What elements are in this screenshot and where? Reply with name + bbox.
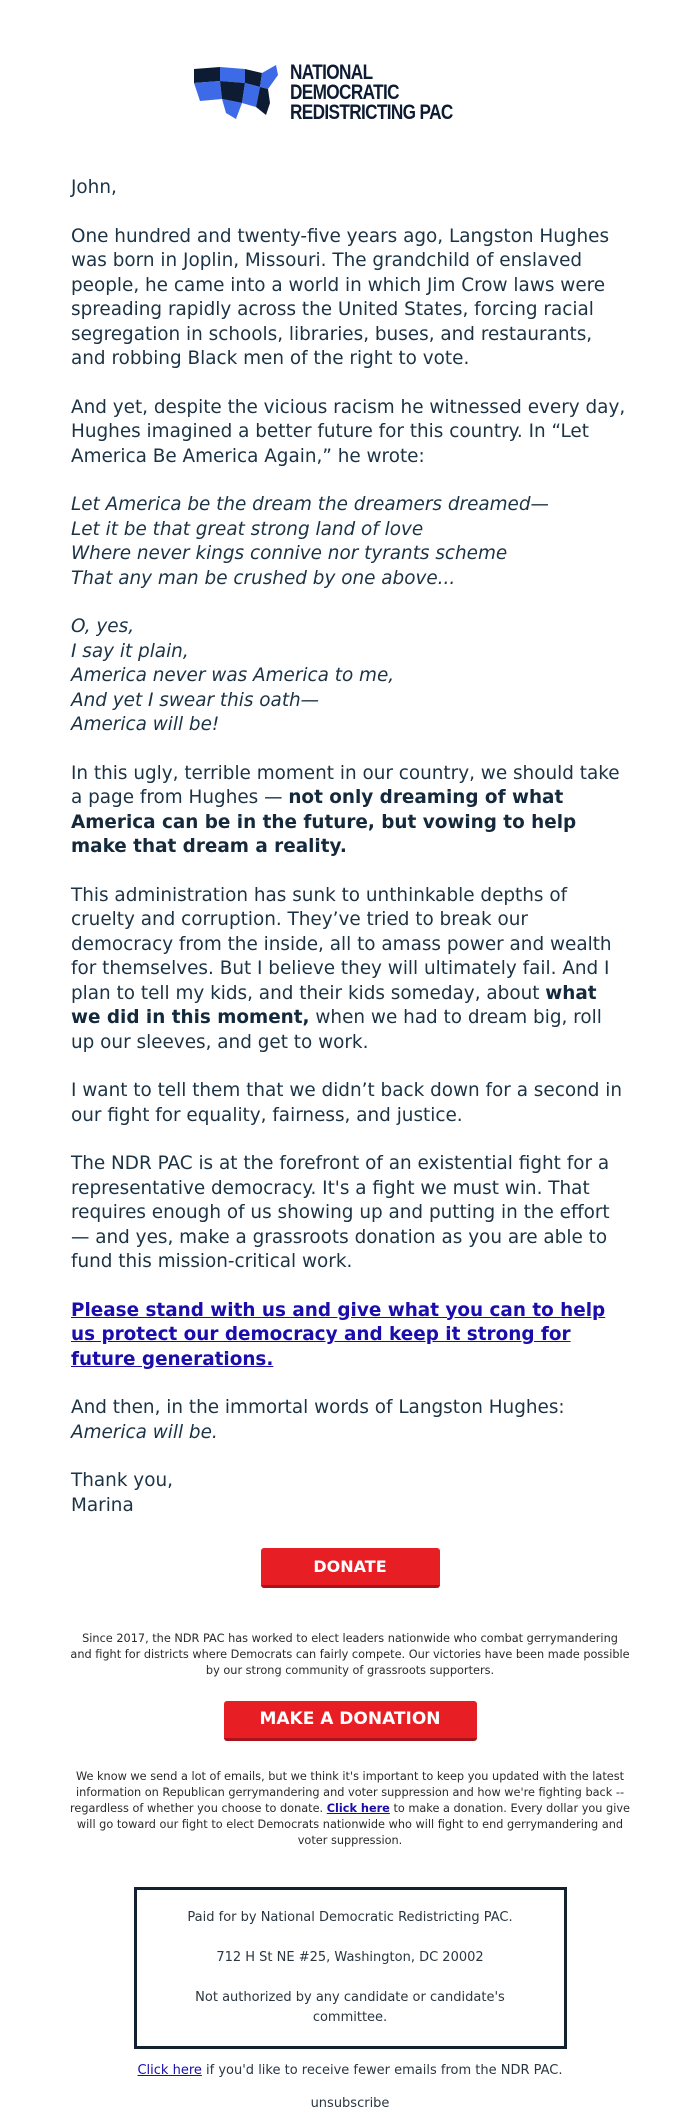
donate-cta-link[interactable]: Please stand with us and give what you can to help us protect our democracy and keep it strong for future generations. <box>71 1299 606 1370</box>
donate-button[interactable]: DONATE <box>261 1548 440 1588</box>
us-map-puzzle-icon <box>190 63 282 123</box>
logo-line-2: REDISTRICTING PAC <box>290 101 453 124</box>
not-authorized-text: Not authorized by any candidate or candidate's committee. <box>195 1990 505 2025</box>
poem-line: That any man be crushed by one above... <box>71 567 456 589</box>
italic-text: America will be. <box>71 1421 218 1443</box>
cta-paragraph <box>71 1299 629 1373</box>
paragraph <box>71 1396 629 1445</box>
signature: Marina <box>71 1494 134 1516</box>
signoff <box>71 1469 629 1518</box>
text: to make a donation. Every dollar you give will go toward our fight to elect Democrats nationwide who will fight to end gerrymandering and voter suppression. <box>76 1802 630 1847</box>
paragraph <box>71 884 629 1056</box>
greeting: John, <box>71 177 117 198</box>
letter-body <box>0 128 700 1518</box>
poem-line: America never was America to me, <box>71 665 395 686</box>
paragraph: The NDR PAC is at the forefront of an existential fight for a representative democracy. It's a fight we must win. That requires enough of us showing up and putting in the effort — and yes, make a grassroots donation as you are able to fund this mission-critical work. <box>71 1153 610 1272</box>
make-donation-button[interactable]: MAKE A DONATION <box>224 1701 477 1741</box>
poem-line: America will be! <box>71 714 220 735</box>
paragraph: And yet, despite the vicious racism he witnessed every day, Hughes imagined a better future for this country. In “Let America Be America Again,” he wrote: <box>71 396 626 467</box>
text: if you'd like to receive fewer emails from the NDR PAC. <box>201 2063 563 2078</box>
paragraph: I want to tell them that we didn’t back down for a second in our fight for equality, fairness, and justice. <box>71 1080 623 1126</box>
text: We know we send a lot of emails, but we think it's important to keep you updated with the latest information on Republican gerrymandering and voter suppression and how we're fighting back -- regardless of whether you choose to donate. <box>69 1770 625 1815</box>
logo-text <box>290 63 470 123</box>
about-text: Since 2017, the NDR PAC has worked to elect leaders nationwide who combat gerrymandering and fight for districts where Democrats can fairly compete. Our victories have been made possible by our strong community of grassroots supporters. <box>70 1632 630 1677</box>
text: when we had to dream big, roll up our sleeves, and get to work. <box>71 1007 602 1053</box>
logo <box>0 0 700 128</box>
email-note <box>0 1769 700 1849</box>
paragraph: One hundred and twenty-five years ago, Langston Hughes was born in Joplin, Missouri. The grandchild of enslaved people, he came into a world in which Jim Crow laws were spreading rapidly across the United States, forcing racial segregation in schools, libraries, buses, and restaurants, and robbing Black men of the right to vote. <box>71 225 610 369</box>
poem-stanza-2 <box>71 615 629 738</box>
poem-line: Where never kings connive nor tyrants scheme <box>71 543 508 564</box>
disclaimer-box <box>134 1887 567 2049</box>
text: This administration has sunk to unthinkable depths of cruelty and corruption. They’ve tried to break our democracy from the inside, all to amass power and wealth for themselves. But I believe they will ultimately fail. And I plan to tell my kids, and their kids someday, about <box>71 884 612 1004</box>
text: In this ugly, terrible moment in our country, we should take a page from Hughes — <box>71 762 620 808</box>
click-here-donate-link[interactable]: Click here <box>326 1802 390 1815</box>
poem-line: Let it be that great strong land of love <box>71 518 424 540</box>
address-text: 712 H St NE #25, Washington, DC 20002 <box>216 1950 484 1965</box>
fewer-emails-link[interactable]: Click here <box>137 2063 202 2078</box>
paragraph <box>71 762 629 860</box>
bold-text: not only dreaming of what America can be in the future, but vowing to help make that dream a reality. <box>71 787 577 857</box>
poem-stanza-1 <box>71 493 629 591</box>
fewer-emails-line <box>0 2063 700 2078</box>
poem-line: I say it plain, <box>71 640 189 662</box>
unsubscribe-link[interactable]: unsubscribe <box>310 2096 390 2111</box>
text: And then, in the immortal words of Langston Hughes: <box>71 1397 565 1418</box>
bold-text: what we did in this moment, <box>71 982 597 1028</box>
paid-for-text: Paid for by National Democratic Redistricting PAC. <box>187 1910 513 1925</box>
signoff-text: Thank you, <box>71 1470 173 1491</box>
poem-line: Let America be the dream the dreamers dreamed— <box>71 494 549 515</box>
logo-line-1: NATIONAL DEMOCRATIC <box>290 61 399 104</box>
poem-line: O, yes, <box>71 616 135 637</box>
poem-line: And yet I swear this oath— <box>71 689 320 711</box>
